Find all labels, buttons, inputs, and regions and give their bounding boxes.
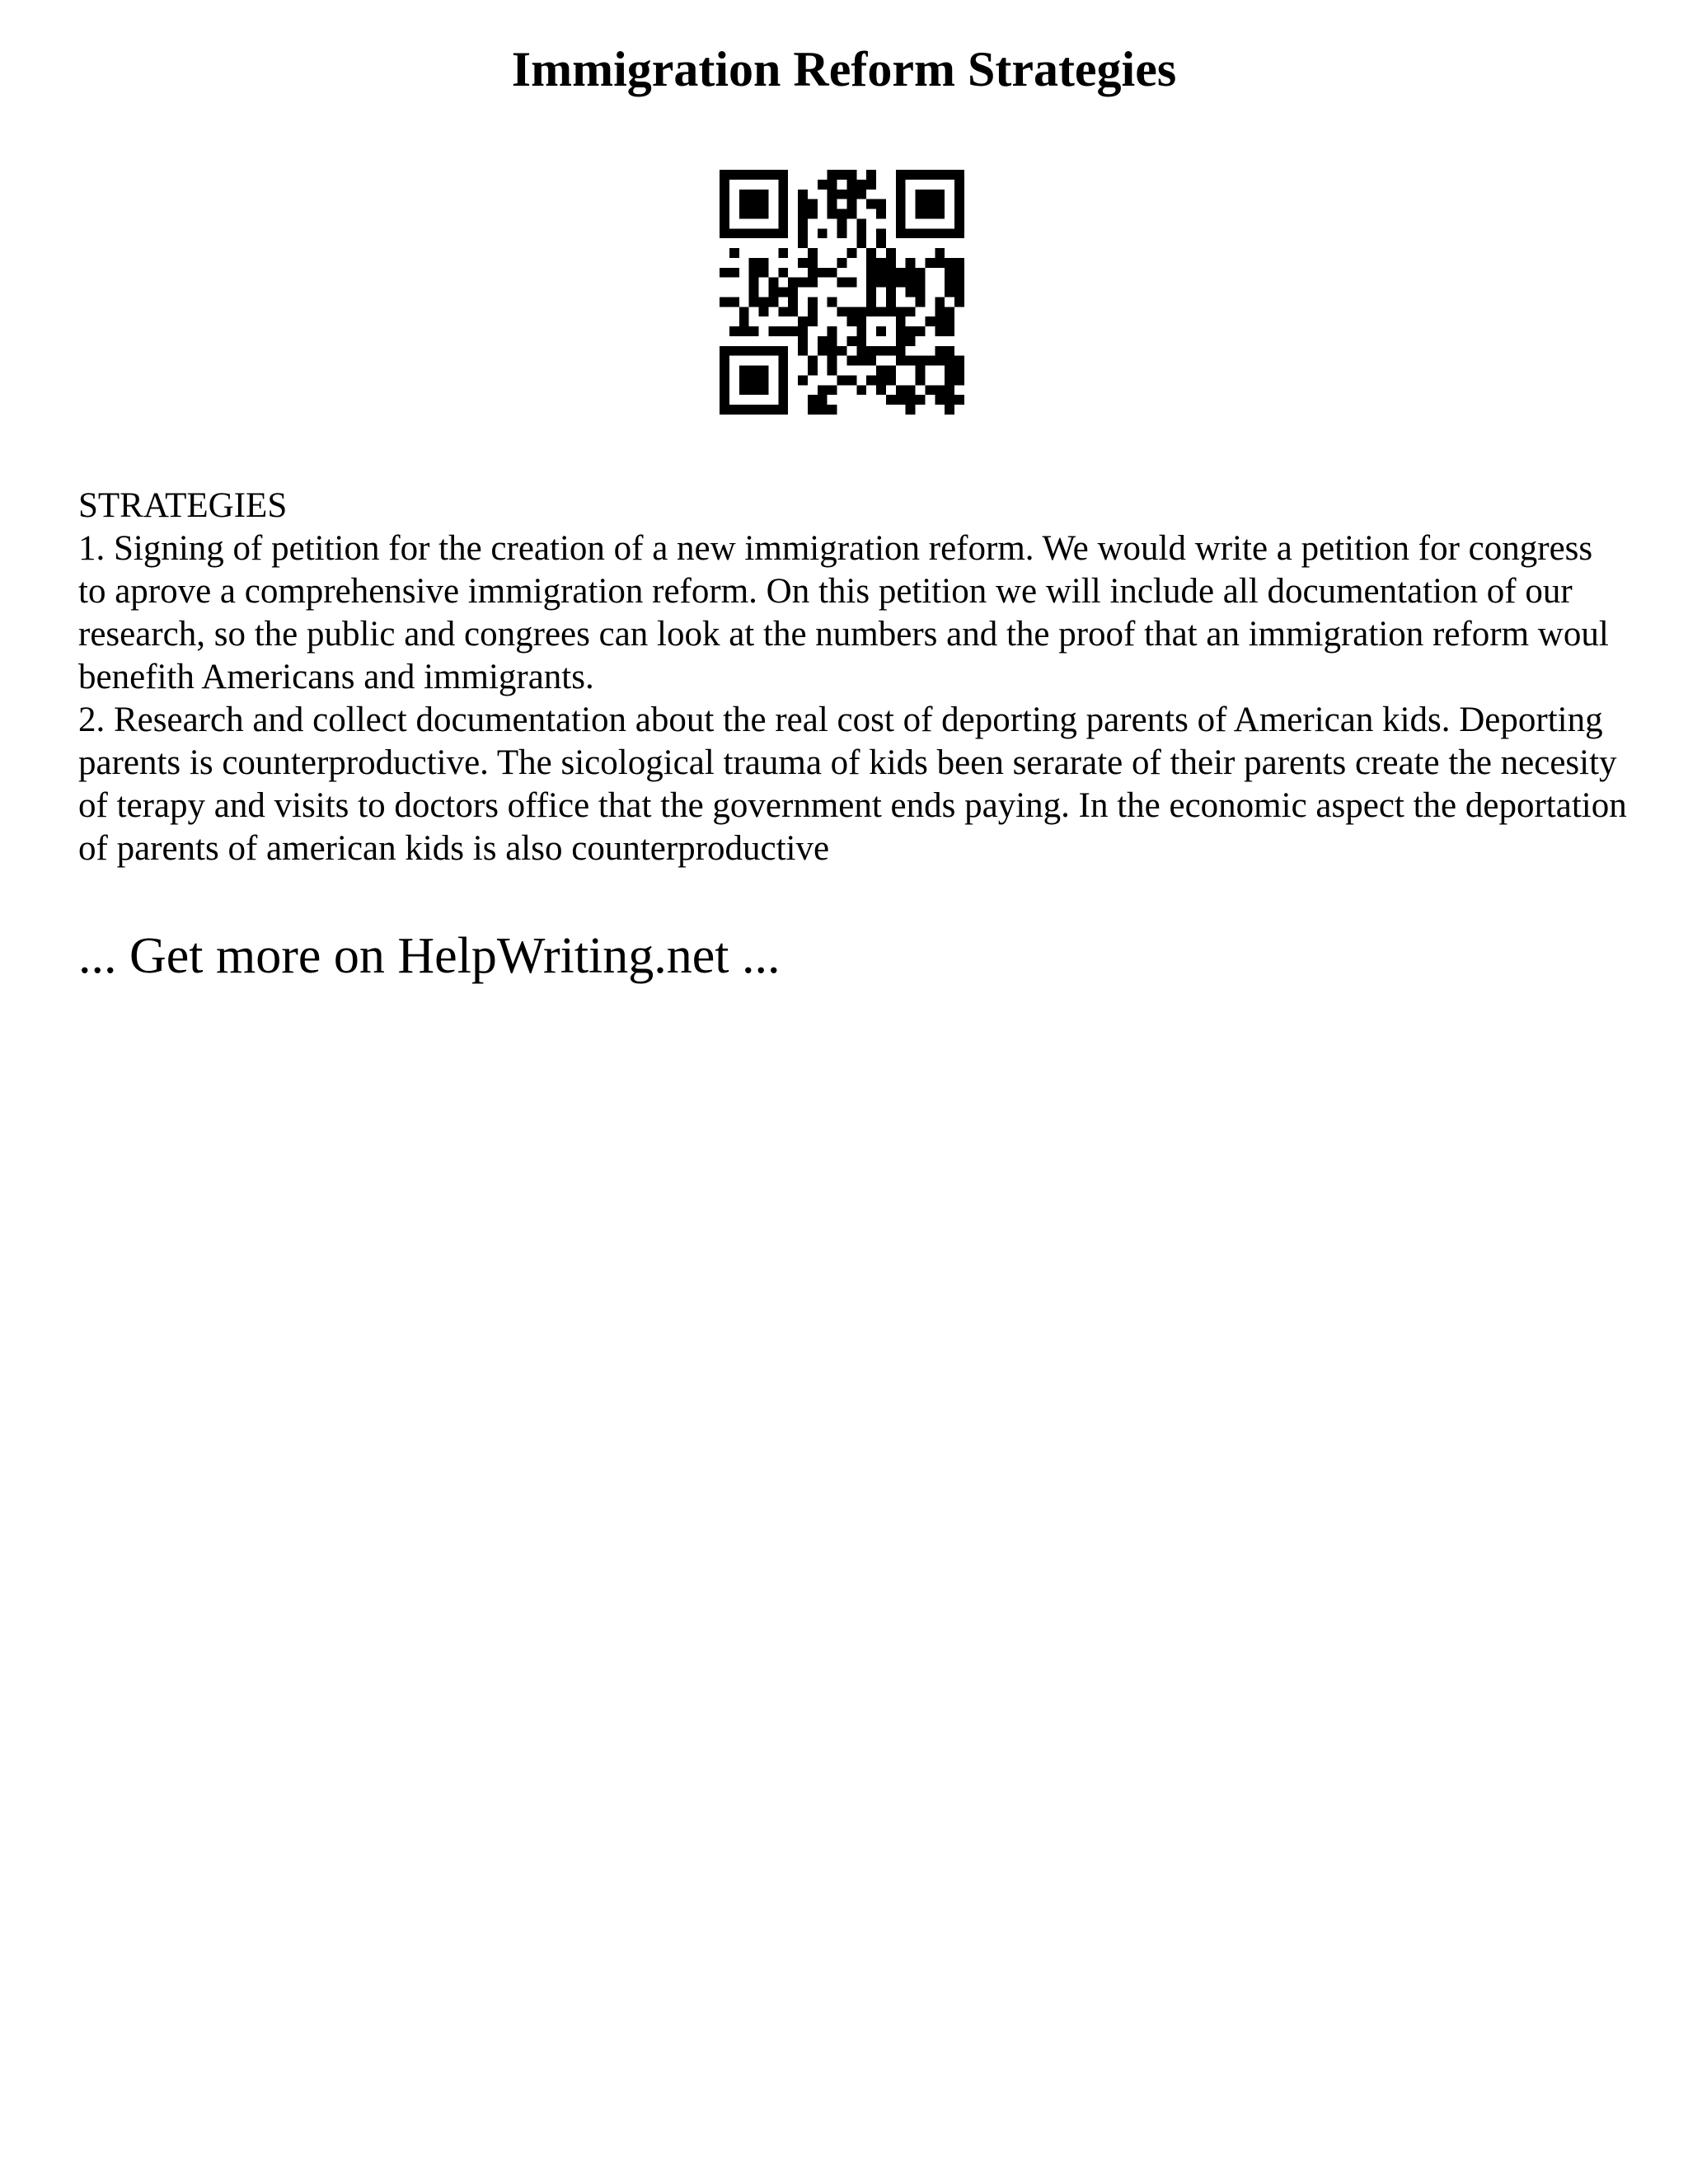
strategy-paragraph-1: 1. Signing of petition for the creation of a new immigration reform. We would write a petition for congress to aprove a comprehensive immigration reform. On this petition we will include all documentation of our research, so the public and congrees can look at the numbers and the proof that an immigration reform woul benefith Americans and immigrants.: [78, 529, 1609, 696]
qr-code-image: [720, 170, 964, 415]
strategy-paragraph-2: 2. Research and collect documentation about the real cost of deporting parents of American kids. Deporting parents is counterproductive. The sicological trauma of kids been serarate of their parents create the necesity of terapy and visits to doctors office that the government ends paying. In the economic aspect the deportation of parents of american kids is also counterproductive: [78, 701, 1627, 868]
qr-code-graphic: [720, 170, 964, 415]
document-body: [78, 485, 1628, 870]
page-title: Immigration Reform Strategies: [511, 42, 1177, 96]
get-more-link[interactable]: ... Get more on HelpWriting.net ...: [78, 928, 781, 984]
section-heading: STRATEGIES: [78, 486, 288, 525]
